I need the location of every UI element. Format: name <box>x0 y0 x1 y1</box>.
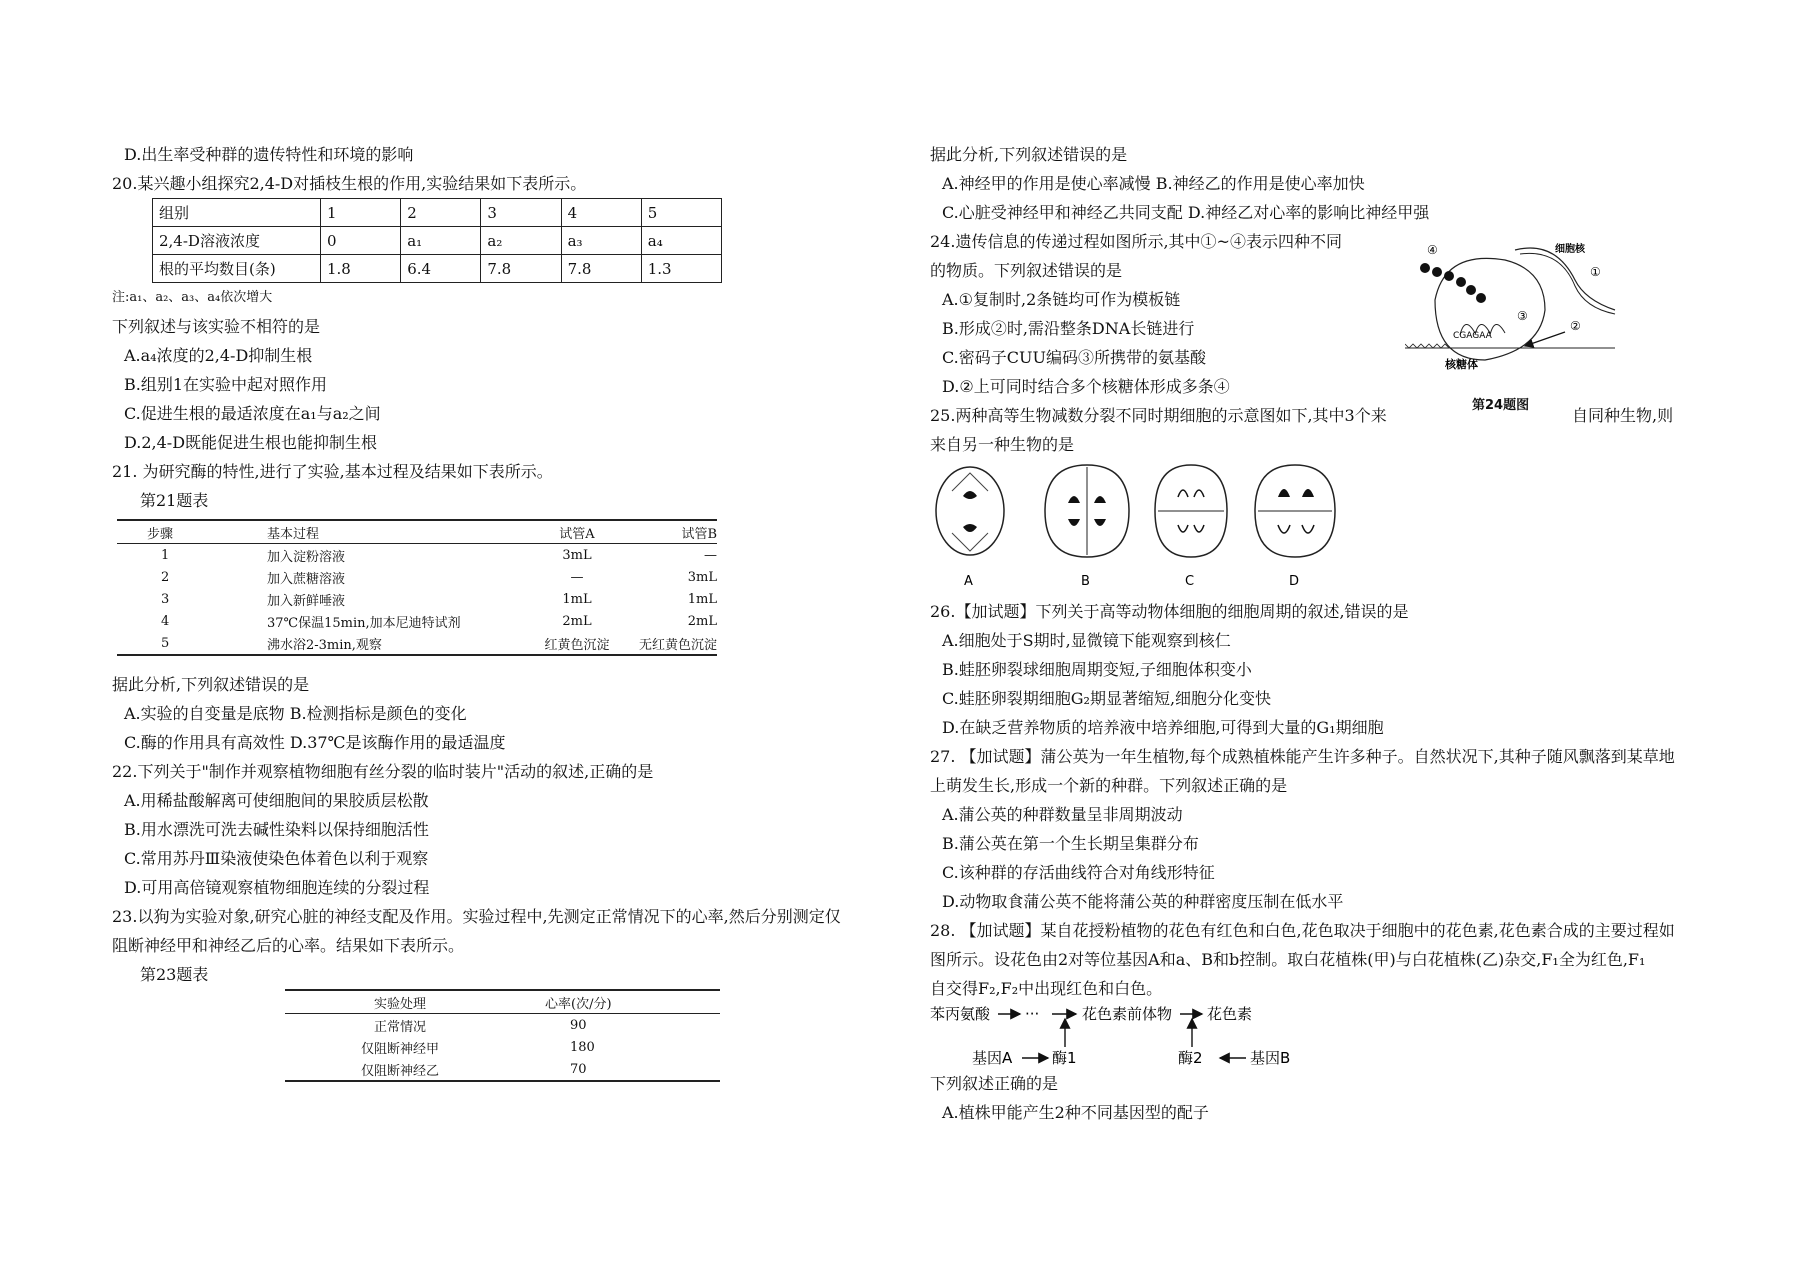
label-3: ③ <box>1517 309 1528 323</box>
q24-stem-cont: 的物质。下列叙述错误的是 <box>930 261 1123 280</box>
cell-label-c: C <box>1185 574 1195 589</box>
q24-stem: 24.遗传信息的传递过程如图所示,其中①~④表示四种不同 <box>930 232 1342 251</box>
cell-d <box>1255 465 1335 589</box>
table-row: 仅阻断神经乙 70 <box>285 1058 720 1081</box>
table-row: 3 加入新鲜唾液 1mL 1mL <box>161 591 717 609</box>
table-row: 1 加入淀粉溶液 3mL — <box>161 547 717 565</box>
q21-option-ab: A.实验的自变量是底物 B.检测指标是颜色的变化 <box>124 704 467 723</box>
q22-stem: 22.下列关于"制作并观察植物细胞有丝分裂的临时装片"活动的叙述,正确的是 <box>112 762 654 781</box>
nucleus-label: 细胞核 <box>1555 244 1585 255</box>
q25-stem-cont: 来自另一种生物的是 <box>930 435 1075 454</box>
ribosome-label: 核糖体 <box>1445 358 1478 371</box>
q28-stem-cont2: 自交得F₂,F₂中出现红色和白色。 <box>930 979 1163 998</box>
label-4: ④ <box>1427 243 1438 257</box>
q21-stem: 21. 为研究酶的特性,进行了实验,基本过程及结果如下表所示。 <box>112 462 553 481</box>
q20-stem: 20.某兴趣小组探究2,4-D对插枝生根的作用,实验结果如下表所示。 <box>112 174 587 193</box>
table-row: 2 加入蔗糖溶液 — 3mL <box>161 569 717 587</box>
gene-a-label: 基因A <box>972 1049 1013 1067</box>
q22-option-c: C.常用苏丹Ⅲ染液使染色体着色以利于观察 <box>124 849 429 868</box>
q25-cell-figures <box>930 461 1410 591</box>
q24-figure <box>1405 240 1625 390</box>
left-column <box>112 140 902 1082</box>
table-row: 正常情况 90 <box>373 1017 587 1035</box>
q27-option-a: A.蒲公英的种群数量呈非周期波动 <box>942 805 1183 824</box>
label-1: ① <box>1590 265 1601 279</box>
q23-option-ab: A.神经甲的作用是使心率减慢 B.神经乙的作用是使心率加快 <box>942 174 1365 193</box>
phenylalanine-label: 苯丙氨酸 <box>930 1005 991 1023</box>
q23-caption: 第23题表 <box>140 965 209 984</box>
enzyme-2-label: 酶2 <box>1178 1049 1203 1067</box>
q27-option-c: C.该种群的存活曲线符合对角线形特征 <box>942 863 1215 882</box>
q22-option-d: D.可用高倍镜观察植物细胞连续的分裂过程 <box>124 878 430 897</box>
q20-note: 注:a₁、a₂、a₃、a₄依次增大 <box>112 290 273 305</box>
enzyme-1-label: 酶1 <box>1052 1049 1077 1067</box>
q20-option-d: D.2,4-D既能促进生根也能抑制生根 <box>124 433 378 452</box>
q24-figure-caption: 第24题图 <box>1472 398 1530 413</box>
table-row: 步骤 基本过程 试管A 试管B <box>117 520 717 544</box>
table-row: 5 沸水浴2-3min,观察 红黄色沉淀 无红黄色沉淀 <box>117 632 717 655</box>
gene-b-label: 基因B <box>1250 1049 1291 1067</box>
q21-option-cd: C.酶的作用具有高效性 D.37℃是该酶作用的最适温度 <box>124 733 506 752</box>
cell-label-b: B <box>1081 574 1090 589</box>
q20-option-b: B.组别1在实验中起对照作用 <box>124 375 328 394</box>
q27-stem-cont: 上萌发生长,形成一个新的种群。下列叙述正确的是 <box>930 776 1288 795</box>
codon-label: CGAGAA <box>1453 331 1492 341</box>
q25-stem: 25.两种高等生物减数分裂不同时期细胞的示意图如下,其中3个来 自同种生物,则 <box>930 406 1674 425</box>
q27-option-b: B.蒲公英在第一个生长期呈集群分布 <box>942 834 1199 853</box>
q22-option-b: B.用水漂洗可洗去碱性染料以保持细胞活性 <box>124 820 429 839</box>
q21-ask: 据此分析,下列叙述错误的是 <box>112 675 310 694</box>
q19-option-d: D.出生率受种群的遗传特性和环境的影响 <box>124 145 414 164</box>
table-row: 实验处理 心率(次/分) <box>285 990 720 1014</box>
cell-b <box>1045 465 1129 589</box>
q23-option-cd: C.心脏受神经甲和神经乙共同支配 D.神经乙对心率的影响比神经甲强 <box>942 203 1430 222</box>
q20-table <box>152 198 722 283</box>
q23-ask: 据此分析,下列叙述错误的是 <box>930 145 1128 164</box>
table-row: 组别 1 2 3 4 5 <box>153 199 722 227</box>
q28-pathway-diagram <box>930 1003 1310 1069</box>
q24-option-b: B.形成②时,需沿整条DNA长链进行 <box>942 319 1195 338</box>
q23-stem: 23.以狗为实验对象,研究心脏的神经支配及作用。实验过程中,先测定正常情况下的心率,然后分别测定仅 <box>112 907 841 926</box>
q20-ask: 下列叙述与该实验不相符的是 <box>112 317 321 336</box>
q26-option-d: D.在缺乏营养物质的培养液中培养细胞,可得到大量的G₁期细胞 <box>942 718 1384 737</box>
q22-option-a: A.用稀盐酸解离可使细胞间的果胶质层松散 <box>124 791 429 810</box>
label-2: ② <box>1570 319 1581 333</box>
q24-option-c: C.密码子CUU编码③所携带的氨基酸 <box>942 348 1206 367</box>
pigment-label: 花色素 <box>1207 1005 1253 1023</box>
cell-a <box>936 467 1004 589</box>
q26-option-b: B.蛙胚卵裂球细胞周期变短,子细胞体积变小 <box>942 660 1252 679</box>
q23-table <box>285 989 720 1082</box>
cell-label-d: D <box>1289 574 1300 589</box>
q28-stem-cont: 图所示。设花色由2对等位基因A和a、B和b控制。取白花植株(甲)与白花植株(乙)杂交,F₁全为红色,F₁ <box>930 950 1646 969</box>
precursor-label: 花色素前体物 <box>1082 1005 1173 1023</box>
q23-stem-cont: 阻断神经甲和神经乙后的心率。结果如下表所示。 <box>112 936 465 955</box>
q26-option-c: C.蛙胚卵裂期细胞G₂期显著缩短,细胞分化变快 <box>942 689 1272 708</box>
q27-stem: 27. 【加试题】蒲公英为一年生植物,每个成熟植株能产生许多种子。自然状况下,其种子随风飘落到某草地 <box>930 747 1675 766</box>
q26-stem: 26.【加试题】下列关于高等动物体细胞的细胞周期的叙述,错误的是 <box>930 602 1409 621</box>
q24-option-d: D.②上可同时结合多个核糖体形成多条④ <box>942 377 1230 396</box>
pathway-dots: ··· <box>1025 1005 1040 1023</box>
q28-stem: 28. 【加试题】某自花授粉植物的花色有红色和白色,花色取决于细胞中的花色素,花色素合成的主要过程如 <box>930 921 1675 940</box>
q21-caption: 第21题表 <box>140 491 209 510</box>
table-row: 4 37℃保温15min,加本尼迪特试剂 2mL 2mL <box>161 613 717 631</box>
q26-option-a: A.细胞处于S期时,显微镜下能观察到核仁 <box>942 631 1231 650</box>
q27-option-d: D.动物取食蒲公英不能将蒲公英的种群密度压制在低水平 <box>942 892 1344 911</box>
q28-ask: 下列叙述正确的是 <box>930 1074 1059 1093</box>
table-row: 2,4-D溶液浓度 0 a₁ a₂ a₃ a₄ <box>153 227 722 255</box>
q28-option-a: A.植株甲能产生2种不同基因型的配子 <box>942 1103 1209 1122</box>
q20-option-a: A.a₄浓度的2,4-D抑制生根 <box>124 346 313 365</box>
q20-option-c: C.促进生根的最适浓度在a₁与a₂之间 <box>124 404 381 423</box>
cell-label-a: A <box>964 574 973 589</box>
table-row: 仅阻断神经甲 180 <box>360 1039 595 1057</box>
table-row: 根的平均数目(条) 1.8 6.4 7.8 7.8 1.3 <box>153 255 722 283</box>
cell-c <box>1155 465 1227 589</box>
q24-option-a: A.①复制时,2条链均可作为模板链 <box>942 290 1181 309</box>
q21-table <box>117 519 717 656</box>
